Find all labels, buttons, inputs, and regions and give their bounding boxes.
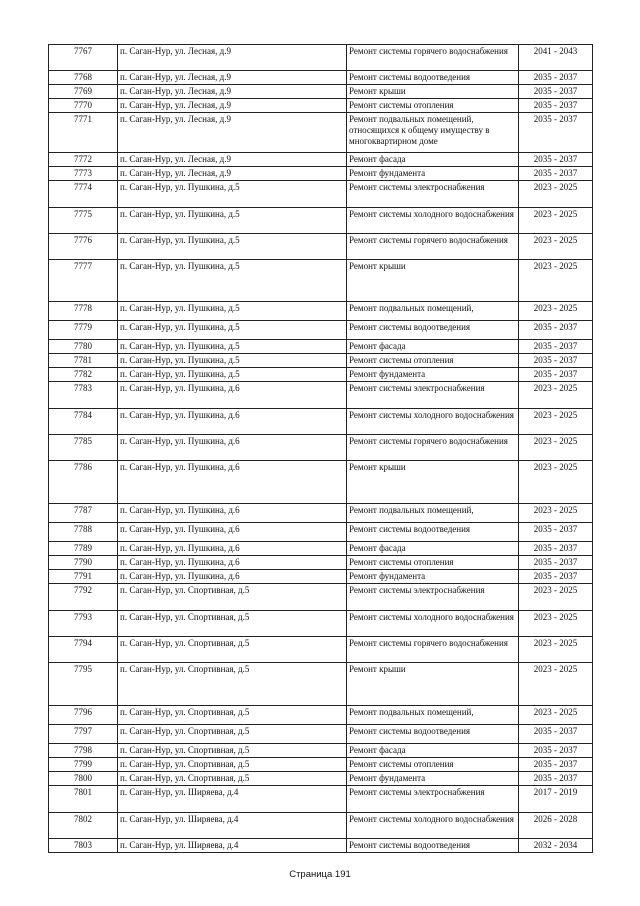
work-type-cell: Ремонт системы холодного водоснабжения (347, 611, 519, 637)
row-number-cell: 7785 (49, 435, 118, 461)
address-cell: п. Саган-Нур, ул. Пушкина, д.6 (118, 409, 347, 435)
table-row (49, 181, 593, 208)
address-cell: п. Саган-Нур, ул. Пушкина, д.5 (118, 234, 347, 260)
work-type-cell: Ремонт крыши (347, 85, 519, 99)
address-cell: п. Саган-Нур, ул. Лесная, д.9 (118, 113, 347, 153)
period-cell: 2035 - 2037 (519, 744, 593, 758)
address-cell: п. Саган-Нур, ул. Пушкина, д.5 (118, 340, 347, 354)
table-row (49, 409, 593, 435)
row-number-cell: 7787 (49, 504, 118, 523)
row-number-cell: 7770 (49, 99, 118, 113)
period-cell: 2023 - 2025 (519, 181, 593, 208)
repair-schedule-table (48, 44, 593, 853)
row-number-cell: 7797 (49, 725, 118, 744)
row-number-cell: 7800 (49, 772, 118, 786)
work-type-cell: Ремонт системы холодного водоснабжения (347, 208, 519, 234)
row-number-cell: 7777 (49, 260, 118, 302)
row-number-cell: 7792 (49, 584, 118, 611)
period-cell: 2035 - 2037 (519, 758, 593, 772)
table-row (49, 354, 593, 368)
period-cell: 2035 - 2037 (519, 725, 593, 744)
address-cell: п. Саган-Нур, ул. Ширяева, д.4 (118, 813, 347, 839)
table-row (49, 153, 593, 167)
work-type-cell: Ремонт фундамента (347, 368, 519, 382)
row-number-cell: 7775 (49, 208, 118, 234)
work-type-cell: Ремонт системы отопления (347, 354, 519, 368)
row-number-cell: 7778 (49, 302, 118, 321)
row-number-cell: 7790 (49, 556, 118, 570)
table-row (49, 340, 593, 354)
row-number-cell: 7773 (49, 167, 118, 181)
table-row (49, 584, 593, 611)
address-cell: п. Саган-Нур, ул. Пушкина, д.6 (118, 556, 347, 570)
address-cell: п. Саган-Нур, ул. Спортивная, д.5 (118, 772, 347, 786)
table-row (49, 772, 593, 786)
table-row (49, 556, 593, 570)
work-type-cell: Ремонт фундамента (347, 570, 519, 584)
table-row (49, 570, 593, 584)
row-number-cell: 7793 (49, 611, 118, 637)
table-row (49, 45, 593, 71)
table-row (49, 725, 593, 744)
address-cell: п. Саган-Нур, ул. Лесная, д.9 (118, 85, 347, 99)
table-row (49, 382, 593, 409)
work-type-cell: Ремонт фасада (347, 744, 519, 758)
work-type-cell: Ремонт системы водоотведения (347, 523, 519, 542)
table-row (49, 208, 593, 234)
row-number-cell: 7795 (49, 663, 118, 706)
work-type-cell: Ремонт системы холодного водоснабжения (347, 409, 519, 435)
row-number-cell: 7771 (49, 113, 118, 153)
address-cell: п. Саган-Нур, ул. Пушкина, д.6 (118, 570, 347, 584)
period-cell: 2035 - 2037 (519, 321, 593, 340)
address-cell: п. Саган-Нур, ул. Спортивная, д.5 (118, 584, 347, 611)
period-cell: 2035 - 2037 (519, 153, 593, 167)
period-cell: 2035 - 2037 (519, 368, 593, 382)
row-number-cell: 7801 (49, 786, 118, 813)
work-type-cell: Ремонт крыши (347, 260, 519, 302)
period-cell: 2023 - 2025 (519, 504, 593, 523)
row-number-cell: 7789 (49, 542, 118, 556)
period-cell: 2023 - 2025 (519, 611, 593, 637)
work-type-cell: Ремонт системы электроснабжения (347, 382, 519, 409)
table-row (49, 523, 593, 542)
table-row (49, 839, 593, 853)
row-number-cell: 7780 (49, 340, 118, 354)
work-type-cell: Ремонт системы электроснабжения (347, 584, 519, 611)
work-type-cell: Ремонт крыши (347, 663, 519, 706)
table-row (49, 99, 593, 113)
address-cell: п. Саган-Нур, ул. Пушкина, д.5 (118, 181, 347, 208)
work-type-cell: Ремонт системы отопления (347, 758, 519, 772)
work-type-cell: Ремонт фасада (347, 340, 519, 354)
row-number-cell: 7781 (49, 354, 118, 368)
address-cell: п. Саган-Нур, ул. Пушкина, д.5 (118, 321, 347, 340)
row-number-cell: 7796 (49, 706, 118, 725)
row-number-cell: 7802 (49, 813, 118, 839)
period-cell: 2023 - 2025 (519, 260, 593, 302)
work-type-cell: Ремонт фасада (347, 153, 519, 167)
page-number: Страница 191 (289, 869, 351, 880)
table-row (49, 461, 593, 504)
period-cell: 2035 - 2037 (519, 772, 593, 786)
row-number-cell: 7776 (49, 234, 118, 260)
period-cell: 2035 - 2037 (519, 71, 593, 85)
table-row (49, 71, 593, 85)
period-cell: 2035 - 2037 (519, 113, 593, 153)
work-type-cell: Ремонт фундамента (347, 167, 519, 181)
row-number-cell: 7768 (49, 71, 118, 85)
period-cell: 2023 - 2025 (519, 409, 593, 435)
row-number-cell: 7798 (49, 744, 118, 758)
row-number-cell: 7799 (49, 758, 118, 772)
address-cell: п. Саган-Нур, ул. Пушкина, д.5 (118, 368, 347, 382)
table-row (49, 504, 593, 523)
address-cell: п. Саган-Нур, ул. Лесная, д.9 (118, 71, 347, 85)
table-row (49, 813, 593, 839)
work-type-cell: Ремонт системы водоотведения (347, 71, 519, 85)
period-cell: 2023 - 2025 (519, 663, 593, 706)
address-cell: п. Саган-Нур, ул. Лесная, д.9 (118, 45, 347, 71)
period-cell: 2035 - 2037 (519, 340, 593, 354)
work-type-cell: Ремонт системы отопления (347, 556, 519, 570)
address-cell: п. Саган-Нур, ул. Спортивная, д.5 (118, 758, 347, 772)
address-cell: п. Саган-Нур, ул. Пушкина, д.6 (118, 523, 347, 542)
address-cell: п. Саган-Нур, ул. Спортивная, д.5 (118, 725, 347, 744)
period-cell: 2035 - 2037 (519, 354, 593, 368)
address-cell: п. Саган-Нур, ул. Спортивная, д.5 (118, 637, 347, 663)
address-cell: п. Саган-Нур, ул. Пушкина, д.5 (118, 302, 347, 321)
row-number-cell: 7772 (49, 153, 118, 167)
row-number-cell: 7788 (49, 523, 118, 542)
row-number-cell: 7774 (49, 181, 118, 208)
row-number-cell: 7769 (49, 85, 118, 99)
work-type-cell: Ремонт фундамента (347, 772, 519, 786)
work-type-cell: Ремонт системы водоотведения (347, 321, 519, 340)
address-cell: п. Саган-Нур, ул. Пушкина, д.6 (118, 461, 347, 504)
work-type-cell: Ремонт системы горячего водоснабжения (347, 435, 519, 461)
table-row (49, 368, 593, 382)
period-cell: 2023 - 2025 (519, 208, 593, 234)
row-number-cell: 7791 (49, 570, 118, 584)
address-cell: п. Саган-Нур, ул. Пушкина, д.5 (118, 354, 347, 368)
period-cell: 2035 - 2037 (519, 85, 593, 99)
address-cell: п. Саган-Нур, ул. Лесная, д.9 (118, 99, 347, 113)
row-number-cell: 7794 (49, 637, 118, 663)
table-row (49, 637, 593, 663)
address-cell: п. Саган-Нур, ул. Спортивная, д.5 (118, 611, 347, 637)
address-cell: п. Саган-Нур, ул. Пушкина, д.5 (118, 208, 347, 234)
period-cell: 2023 - 2025 (519, 706, 593, 725)
table-body (49, 45, 593, 853)
work-type-cell: Ремонт системы отопления (347, 99, 519, 113)
address-cell: п. Саган-Нур, ул. Пушкина, д.6 (118, 542, 347, 556)
row-number-cell: 7786 (49, 461, 118, 504)
table-row (49, 113, 593, 153)
period-cell: 2023 - 2025 (519, 584, 593, 611)
work-type-cell: Ремонт системы электроснабжения (347, 786, 519, 813)
address-cell: п. Саган-Нур, ул. Спортивная, д.5 (118, 706, 347, 725)
period-cell: 2035 - 2037 (519, 523, 593, 542)
address-cell: п. Саган-Нур, ул. Лесная, д.9 (118, 153, 347, 167)
period-cell: 2032 - 2034 (519, 839, 593, 853)
table-row (49, 542, 593, 556)
period-cell: 2023 - 2025 (519, 637, 593, 663)
table-row (49, 321, 593, 340)
work-type-cell: Ремонт подвальных помещений, (347, 504, 519, 523)
table-row (49, 758, 593, 772)
period-cell: 2035 - 2037 (519, 556, 593, 570)
address-cell: п. Саган-Нур, ул. Пушкина, д.6 (118, 504, 347, 523)
table-row (49, 85, 593, 99)
period-cell: 2035 - 2037 (519, 570, 593, 584)
row-number-cell: 7783 (49, 382, 118, 409)
table-row (49, 744, 593, 758)
work-type-cell: Ремонт подвальных помещений, (347, 302, 519, 321)
work-type-cell: Ремонт системы холодного водоснабжения (347, 813, 519, 839)
period-cell: 2041 - 2043 (519, 45, 593, 71)
period-cell: 2023 - 2025 (519, 302, 593, 321)
address-cell: п. Саган-Нур, ул. Ширяева, д.4 (118, 786, 347, 813)
table-row (49, 302, 593, 321)
address-cell: п. Саган-Нур, ул. Пушкина, д.6 (118, 382, 347, 409)
period-cell: 2023 - 2025 (519, 234, 593, 260)
row-number-cell: 7779 (49, 321, 118, 340)
work-type-cell: Ремонт системы водоотведения (347, 725, 519, 744)
work-type-cell: Ремонт системы горячего водоснабжения (347, 637, 519, 663)
table-row (49, 435, 593, 461)
table-row (49, 260, 593, 302)
table-row (49, 611, 593, 637)
work-type-cell: Ремонт системы горячего водоснабжения (347, 234, 519, 260)
period-cell: 2023 - 2025 (519, 382, 593, 409)
row-number-cell: 7784 (49, 409, 118, 435)
address-cell: п. Саган-Нур, ул. Пушкина, д.6 (118, 435, 347, 461)
period-cell: 2023 - 2025 (519, 435, 593, 461)
row-number-cell: 7803 (49, 839, 118, 853)
period-cell: 2035 - 2037 (519, 167, 593, 181)
period-cell: 2017 - 2019 (519, 786, 593, 813)
table-row (49, 786, 593, 813)
period-cell: 2026 - 2028 (519, 813, 593, 839)
work-type-cell: Ремонт системы водоотведения (347, 839, 519, 853)
work-type-cell: Ремонт подвальных помещений, относящихся к общему имуществу в многоквартирном доме (347, 113, 519, 153)
table-row (49, 706, 593, 725)
address-cell: п. Саган-Нур, ул. Спортивная, д.5 (118, 744, 347, 758)
work-type-cell: Ремонт системы горячего водоснабжения (347, 45, 519, 71)
period-cell: 2023 - 2025 (519, 461, 593, 504)
address-cell: п. Саган-Нур, ул. Пушкина, д.5 (118, 260, 347, 302)
table-row (49, 663, 593, 706)
address-cell: п. Саган-Нур, ул. Лесная, д.9 (118, 167, 347, 181)
address-cell: п. Саган-Нур, ул. Ширяева, д.4 (118, 839, 347, 853)
table-row (49, 167, 593, 181)
work-type-cell: Ремонт фасада (347, 542, 519, 556)
row-number-cell: 7782 (49, 368, 118, 382)
work-type-cell: Ремонт подвальных помещений, (347, 706, 519, 725)
row-number-cell: 7767 (49, 45, 118, 71)
work-type-cell: Ремонт крыши (347, 461, 519, 504)
work-type-cell: Ремонт системы электроснабжения (347, 181, 519, 208)
table-row (49, 234, 593, 260)
address-cell: п. Саган-Нур, ул. Спортивная, д.5 (118, 663, 347, 706)
period-cell: 2035 - 2037 (519, 99, 593, 113)
period-cell: 2035 - 2037 (519, 542, 593, 556)
